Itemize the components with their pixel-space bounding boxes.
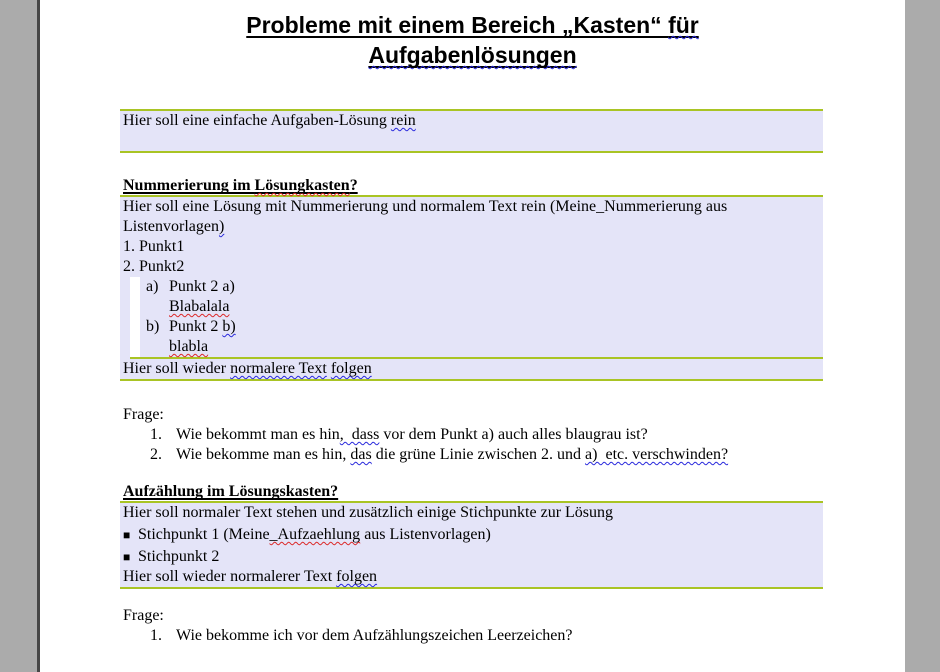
text-line: Hier soll wieder normalere Text folgen: [123, 360, 372, 377]
solution-box-bullets: [120, 501, 823, 589]
text-line: b) Punkt 2 b): [146, 318, 236, 335]
indent-gap: [130, 277, 140, 357]
list-marker: a): [146, 278, 159, 295]
text-line: Hier soll eine Lösung mit Nummerierung und normalem Text rein (Meine_Nummerierung aus: [123, 198, 728, 215]
document-body: [120, 109, 823, 646]
text-line: ■ Stichpunkt 2: [123, 548, 220, 565]
list-marker: 1.: [150, 426, 162, 443]
nested-solution-section: [120, 277, 823, 359]
title-line: Probleme mit einem Bereich „Kasten“ für: [246, 12, 699, 38]
text-line: a) Punkt 2 a): [146, 278, 235, 295]
text-line: 1. Punkt1: [123, 238, 185, 255]
text-line: Hier soll normaler Text stehen und zusätzlich einige Stichpunkte zur Lösung: [123, 504, 614, 521]
text-line: 1. Wie bekomme ich vor dem Aufzählungszeichen Leerzeichen?: [150, 627, 573, 644]
list-marker: b): [146, 318, 160, 335]
frage-label: Frage:: [123, 607, 164, 624]
text-line: [123, 131, 820, 151]
solution-box-normal-text: [120, 359, 823, 381]
solution-box-numbered: [120, 195, 823, 277]
heading-nummerierung: [120, 177, 823, 195]
frage-label: Frage:: [123, 406, 164, 423]
text-line: Hier soll eine einfache Aufgaben-Lösung rein: [123, 112, 416, 129]
text-line: Listenvorlagen): [123, 218, 225, 235]
text-line: 1. Wie bekommt man es hin, dass vor dem Punkt a) auch alles blaugrau ist?: [150, 426, 648, 443]
outer-section-strip: [120, 277, 130, 359]
text-line: ■ Stichpunkt 1 (Meine_Aufzaehlung aus Listenvorlagen): [123, 526, 491, 543]
frage-block-2: [120, 606, 823, 646]
document-page[interactable]: [40, 0, 905, 672]
heading-aufzaehlung: [120, 483, 823, 501]
document-title: [40, 10, 905, 70]
solution-box-simple: [120, 109, 823, 153]
list-marker: ■: [123, 550, 131, 564]
text-line: 2. Punkt2: [123, 258, 185, 275]
nested-solution-box: [140, 277, 823, 357]
list-marker: 2.: [150, 446, 162, 463]
section-heading: Nummerierung im Lösungkasten?: [123, 177, 358, 194]
nested-section-inner: [130, 277, 823, 359]
frage-block-1: [120, 405, 823, 465]
list-marker: 1.: [150, 627, 162, 644]
text-line: blabla: [169, 338, 209, 355]
text-line: Hier soll wieder normalerer Text folgen: [123, 568, 378, 585]
title-line: Aufgabenlösungen: [368, 42, 577, 68]
text-line: 2. Wie bekomme man es hin, das die grüne Linie zwischen 2. und a) etc. verschwinden?: [150, 446, 729, 463]
list-marker: ■: [123, 528, 131, 542]
section-heading: Aufzählung im Lösungskasten?: [123, 483, 339, 500]
text-line: Blabalala: [169, 298, 230, 315]
